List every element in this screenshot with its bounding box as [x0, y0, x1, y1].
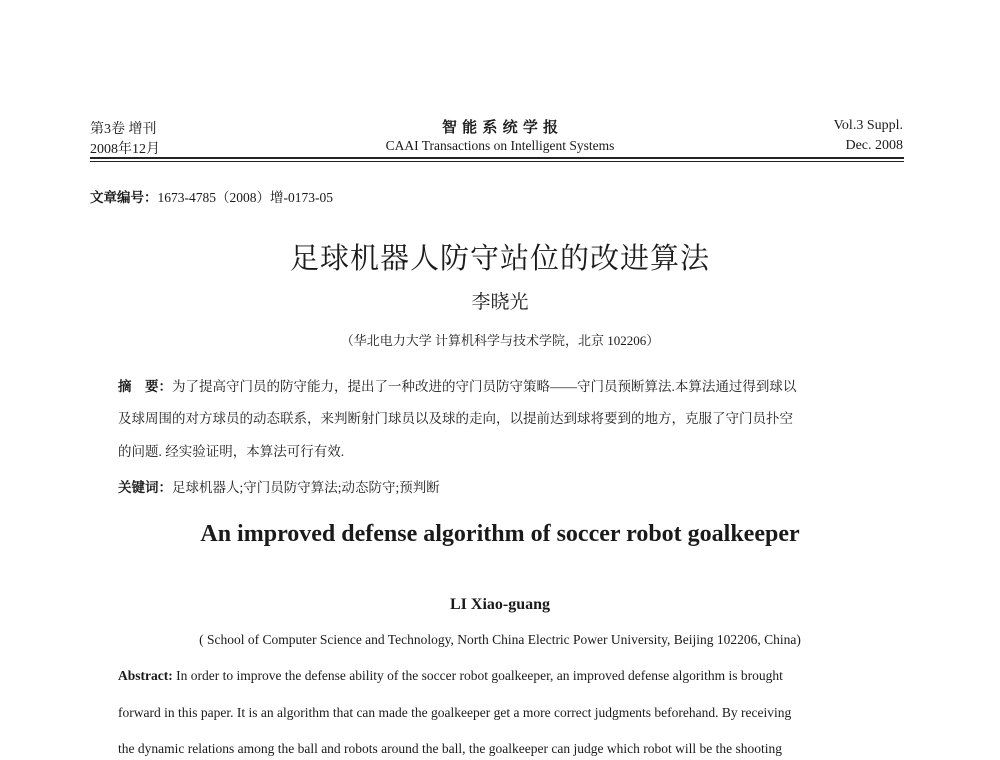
cn-keywords-text: 足球机器人;守门员防守算法;动态防守;预判断 [172, 480, 440, 495]
article-id-label: 文章编号： [90, 190, 158, 205]
cn-keywords-label: 关键词： [118, 480, 172, 495]
header-date-cn: 2008年12月 [90, 142, 160, 157]
en-abstract-line-3: the dynamic relations among the ball and robots around the ball, the goalkeeper can judge which robot will be the shooting [118, 741, 782, 756]
header-rule-thin [90, 161, 904, 162]
cn-author: 李晓光 [471, 291, 529, 313]
en-abstract-line-2: forward in this paper. It is an algorithm that can made the goalkeeper get a more correct judgments beforehand. By receiving [118, 705, 792, 720]
header-date-en: Dec. 2008 [845, 138, 903, 153]
en-abstract-label: Abstract: [118, 668, 173, 683]
cn-abstract-line-1 [118, 375, 796, 395]
cn-abstract-text-1: 为了提高守门员的防守能力，提出了一种改进的守门员防守策略——守门员预断算法.本算法通过得到球以 [172, 379, 797, 394]
header-rule [90, 157, 904, 159]
en-title: An improved defense algorithm of soccer robot goalkeeper [200, 521, 800, 547]
cn-abstract-line-2: 及球周围的对方球员的动态联系，来判断射门球员以及球的走向，以提前达到球将要到的地方，克服了守门员扑空 [118, 411, 793, 426]
en-affiliation: ( School of Computer Science and Technology, North China Electric Power University, Beijing 102206, China) [199, 632, 801, 647]
en-abstract-text-1: In order to improve the defense ability of the soccer robot goalkeeper, an improved defense algorithm is brought [172, 668, 783, 683]
cn-abstract-line-3: 的问题. 经实验证明，本算法可行有效. [118, 444, 345, 459]
cn-abstract-label: 摘 要： [118, 379, 172, 394]
cn-affiliation: （华北电力大学 计算机科学与技术学院，北京 102206） [340, 333, 660, 348]
cn-title: 足球机器人防守站位的改进算法 [289, 241, 710, 275]
article-id [90, 186, 333, 206]
header-volume-en: Vol.3 Suppl. [833, 118, 903, 133]
article-id-value: 1673-4785（2008）增-0173-05 [157, 190, 333, 205]
en-author: LI Xiao-guang [449, 596, 551, 613]
en-abstract-line-1 [118, 668, 783, 684]
header-journal-cn: 智 能 系 统 学 报 [441, 118, 559, 136]
header-journal-en: CAAI Transactions on Intelligent Systems [385, 138, 615, 153]
header-volume-cn: 第3卷 增刊 [90, 122, 157, 137]
cn-keywords [118, 476, 440, 496]
